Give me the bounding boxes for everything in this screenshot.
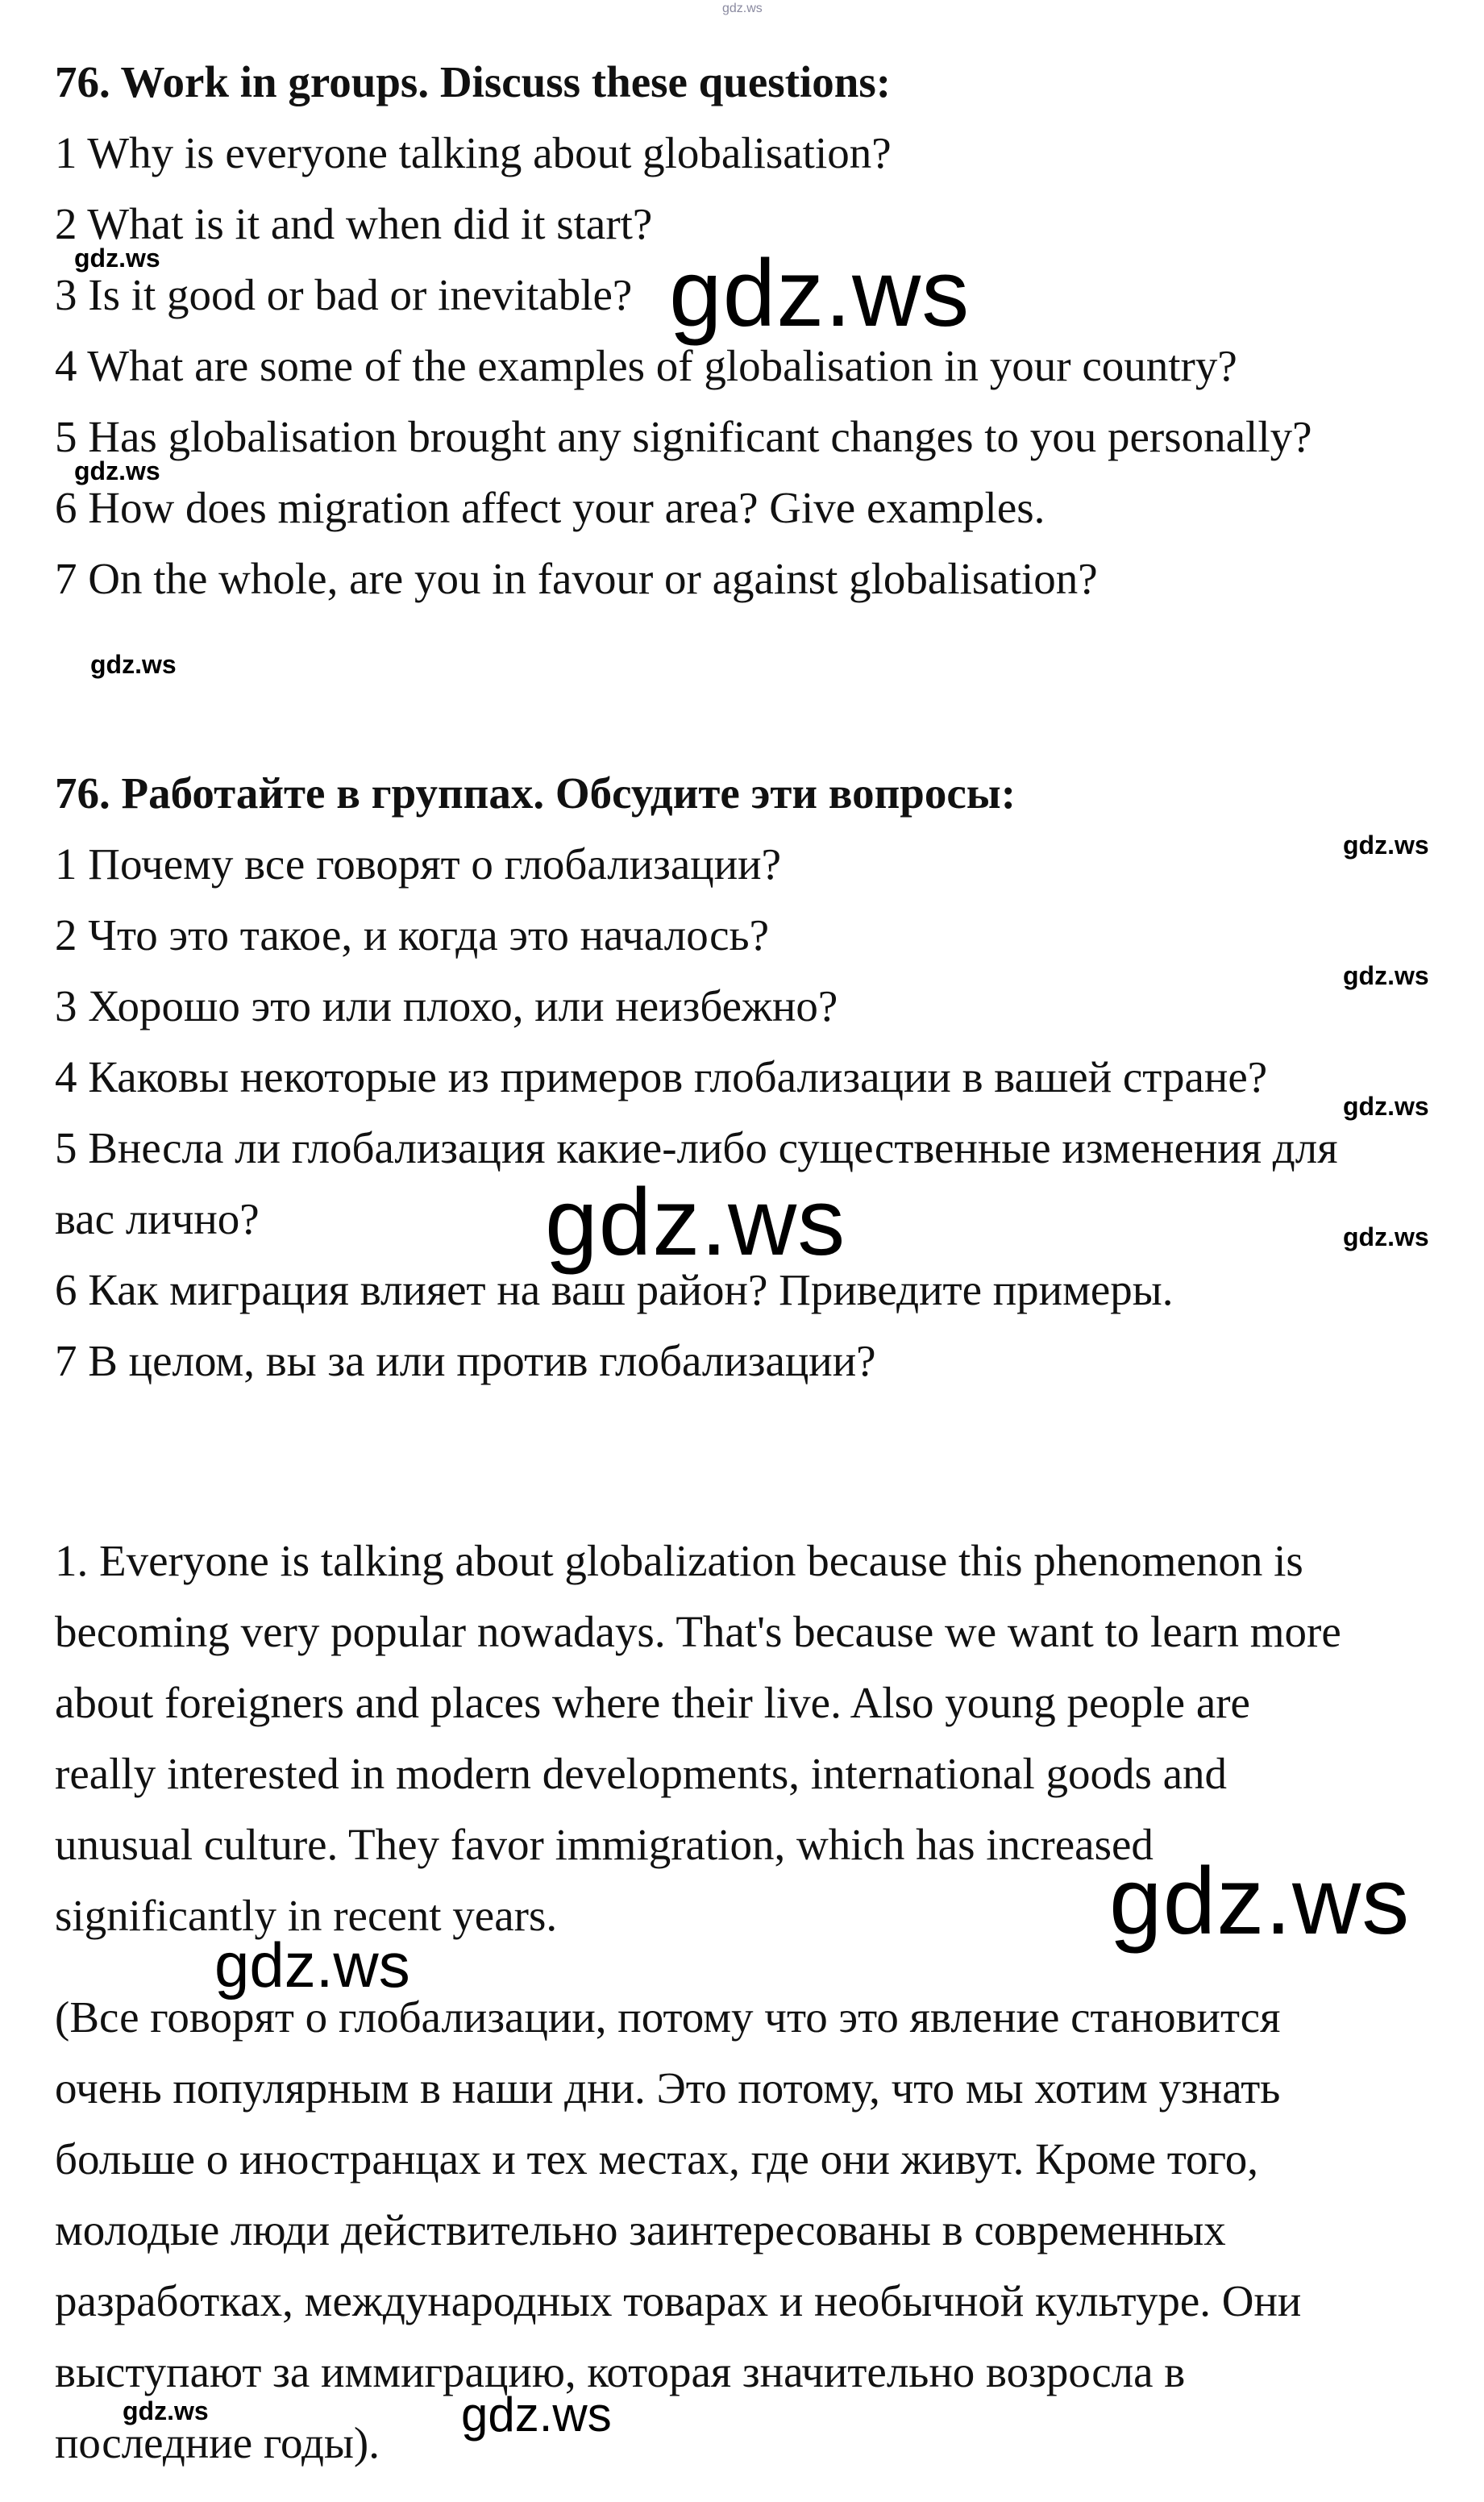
answer-ru-line: выступают за иммиграцию, которая значительно возросла в (55, 2347, 1186, 2396)
russian-question: 7 В целом, вы за или против глобализации? (55, 1336, 876, 1385)
english-question: 4 What are some of the examples of globalisation in your country? (55, 341, 1237, 390)
watermark: gdz.ws (669, 240, 971, 347)
english-question: 3 Is it good or bad or inevitable? (55, 270, 633, 319)
english-question: 1 Why is everyone talking about globalisation? (55, 128, 892, 177)
answer-ru-line: очень популярным в наши дни. Это потому, что мы хотим узнать (55, 2063, 1281, 2113)
answer-en-line: significantly in recent years. (55, 1891, 558, 1940)
watermark: gdz.ws (1343, 961, 1429, 990)
russian-question: 4 Каковы некоторые из примеров глобализации в вашей стране? (55, 1052, 1268, 1101)
answer-ru-line: разработках, международных товарах и необычной культуре. Они (55, 2276, 1302, 2325)
russian-question: 3 Хорошо это или плохо, или неизбежно? (55, 981, 838, 1030)
watermark: gdz.ws (123, 2396, 209, 2425)
russian-question: 1 Почему все говорят о глобализации? (55, 839, 782, 889)
watermark: gdz.ws (74, 456, 160, 485)
watermark: gdz.ws (1343, 1222, 1429, 1251)
answer-ru-line: больше о иностранцах и тех местах, где они живут. Кроме того, (55, 2134, 1258, 2184)
answer-en-line: 1. Everyone is talking about globalization because this phenomenon is (55, 1536, 1303, 1585)
answer-en-line: really interested in modern developments, international goods and (55, 1749, 1228, 1798)
answer-ru-line: (Все говорят о глобализации, потому что это явление становится (55, 1992, 1281, 2042)
answer-en-line: becoming very popular nowadays. That's because we want to learn more (55, 1607, 1341, 1656)
watermark: gdz.ws (90, 650, 177, 679)
watermark: gdz.ws (1109, 1848, 1411, 1955)
answer-en-line: unusual culture. They favor immigration, which has increased (55, 1820, 1154, 1869)
answer-ru-line: молодые люди действительно заинтересованы в современных (55, 2205, 1226, 2254)
russian-question: 6 Как миграция влияет на ваш район? Приведите примеры. (55, 1265, 1174, 1314)
watermark: gdz.ws (1343, 1092, 1429, 1121)
russian-heading: 76. Работайте в группах. Обсудите эти вопросы: (55, 768, 1016, 818)
russian-question: вас лично? (55, 1194, 260, 1243)
english-question: 2 What is it and when did it start? (55, 199, 653, 248)
russian-question: 5 Внесла ли глобализация какие-либо существенные изменения для (55, 1123, 1338, 1172)
english-question: 6 How does migration affect your area? Give examples. (55, 483, 1045, 532)
english-question: 5 Has globalisation brought any significant changes to you personally? (55, 412, 1312, 461)
watermark: gdz.ws (1343, 831, 1429, 860)
watermark: gdz.ws (545, 1169, 846, 1276)
watermark: gdz.ws (74, 244, 160, 273)
watermark: gdz.ws (461, 2388, 612, 2442)
answer-ru-line: последние годы). (55, 2418, 380, 2467)
watermark-top: gdz.ws (722, 2, 763, 15)
russian-question: 2 Что это такое, и когда это началось? (55, 910, 770, 960)
answer-en-line: about foreigners and places where their live. Also young people are (55, 1678, 1250, 1727)
english-heading: 76. Work in groups. Discuss these questions: (55, 57, 892, 106)
english-question: 7 On the whole, are you in favour or against globalisation? (55, 554, 1098, 603)
watermark: gdz.ws (214, 1930, 410, 2000)
